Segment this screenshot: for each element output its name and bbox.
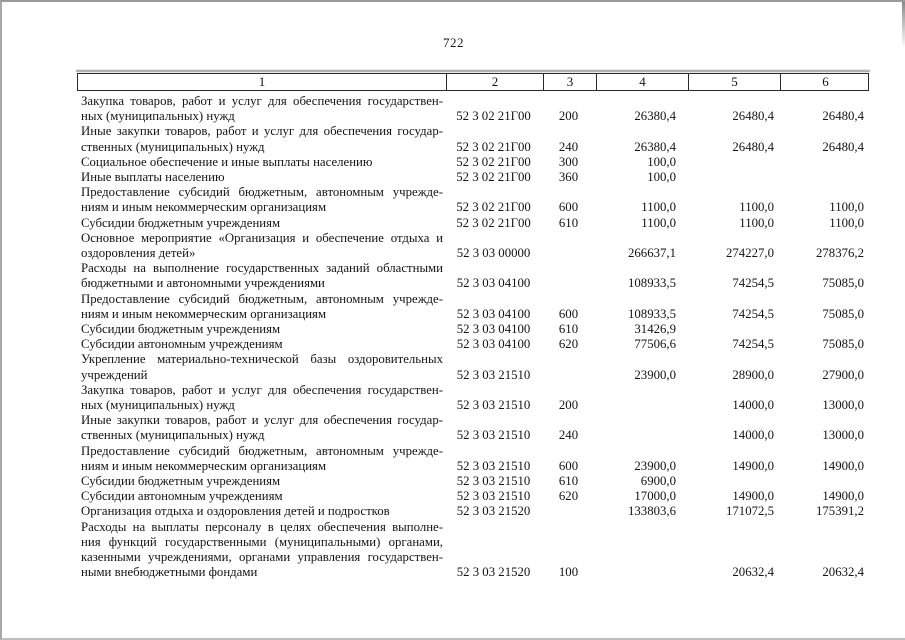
title-line: учреждений bbox=[81, 367, 148, 382]
cell-amount-5 bbox=[687, 170, 779, 185]
cell-title bbox=[77, 170, 445, 185]
cell-code: 52 3 03 04100 bbox=[456, 322, 531, 337]
table-row bbox=[77, 216, 869, 231]
cell-amount-6: 20632,4 bbox=[822, 565, 864, 580]
cell-title bbox=[77, 474, 445, 489]
table-row bbox=[77, 231, 869, 261]
cell-expense-type: 610 bbox=[558, 215, 579, 230]
cell-code: 52 3 02 21Г00 bbox=[456, 200, 531, 215]
cell-amount-5: 1100,0 bbox=[739, 200, 774, 215]
table-row bbox=[77, 322, 869, 337]
table-row bbox=[77, 155, 869, 170]
title-line: Иные закупки товаров, работ и услуг для обеспечения государ- bbox=[81, 124, 443, 139]
cell-amount-6 bbox=[779, 155, 869, 170]
cell-amount-6: 14900,0 bbox=[822, 489, 864, 504]
title-line: ных (муниципальных) нужд bbox=[81, 398, 235, 413]
cell-amount-5: 74254,5 bbox=[732, 337, 774, 352]
title-line: ных (муниципальных) нужд bbox=[81, 109, 235, 124]
cell-code: 52 3 03 04100 bbox=[456, 306, 531, 321]
cell-amount-4 bbox=[595, 413, 687, 443]
table-row bbox=[77, 170, 869, 185]
header-col-3: 3 bbox=[543, 74, 596, 90]
title-line: казенными учреждениями, органами управления государствен- bbox=[81, 550, 443, 565]
cell-code: 52 3 03 00000 bbox=[456, 246, 531, 261]
cell-amount-5: 28900,0 bbox=[732, 367, 774, 382]
title-line: ственных (муниципальных) нужд bbox=[81, 428, 265, 443]
cell-expense-type: 300 bbox=[558, 154, 579, 169]
cell-expense-type: 610 bbox=[558, 322, 579, 337]
title-line: ниям и иным некоммерческим организациям bbox=[81, 306, 327, 321]
cell-title bbox=[77, 155, 445, 170]
header-col-4: 4 bbox=[596, 74, 688, 90]
cell-amount-4: 266637,1 bbox=[628, 246, 676, 261]
title-line: ственных (муниципальных) нужд bbox=[81, 139, 265, 154]
cell-amount-5: 14000,0 bbox=[732, 398, 774, 413]
table-row bbox=[77, 444, 869, 474]
cell-amount-5: 171072,5 bbox=[726, 504, 774, 519]
title-line: ниям и иным некоммерческим организациям bbox=[81, 200, 327, 215]
cell-amount-4: 1100,0 bbox=[641, 215, 676, 230]
cell-amount-5 bbox=[687, 155, 779, 170]
cell-amount-4: 26380,4 bbox=[634, 109, 676, 124]
cell-amount-6: 175391,2 bbox=[816, 504, 864, 519]
cell-amount-4: 100,0 bbox=[647, 154, 676, 169]
table-body bbox=[77, 94, 869, 581]
title-line: ными внебюджетными фондами bbox=[81, 565, 258, 580]
cell-amount-4 bbox=[595, 383, 687, 413]
title-line: Субсидии автономным учреждениям bbox=[81, 489, 283, 504]
cell-title bbox=[77, 383, 445, 413]
cell-expense-type: 360 bbox=[558, 170, 579, 185]
header-col-6: 6 bbox=[780, 74, 870, 90]
header-col-1: 1 bbox=[258, 74, 266, 89]
header-col-5: 5 bbox=[688, 74, 780, 90]
cell-title bbox=[77, 352, 445, 382]
table-row bbox=[77, 124, 869, 154]
cell-title bbox=[77, 337, 445, 352]
cell-amount-6: 27900,0 bbox=[822, 367, 864, 382]
cell-expense-type: 200 bbox=[558, 398, 579, 413]
cell-amount-6: 75085,0 bbox=[822, 337, 864, 352]
cell-code: 52 3 03 21510 bbox=[456, 398, 531, 413]
title-line: Социальное обеспечение и иные выплаты населению bbox=[81, 154, 373, 169]
cell-amount-4: 31426,9 bbox=[634, 322, 676, 337]
cell-amount-4: 100,0 bbox=[647, 170, 676, 185]
cell-expense-type: 610 bbox=[558, 474, 579, 489]
cell-amount-6 bbox=[779, 474, 869, 489]
table-row bbox=[77, 94, 869, 124]
table-row bbox=[77, 337, 869, 352]
cell-expense-type bbox=[542, 504, 595, 519]
cell-amount-5: 20632,4 bbox=[732, 565, 774, 580]
cell-amount-6: 13000,0 bbox=[822, 398, 864, 413]
cell-amount-4: 23900,0 bbox=[634, 458, 676, 473]
cell-expense-type: 600 bbox=[558, 306, 579, 321]
cell-amount-4: 108933,5 bbox=[628, 276, 676, 291]
cell-expense-type: 200 bbox=[558, 109, 579, 124]
cell-title bbox=[77, 124, 445, 154]
cell-amount-4: 133803,6 bbox=[628, 504, 676, 519]
cell-amount-4: 1100,0 bbox=[641, 200, 676, 215]
cell-expense-type bbox=[542, 231, 595, 261]
cell-amount-6: 13000,0 bbox=[822, 428, 864, 443]
cell-amount-6: 26480,4 bbox=[822, 109, 864, 124]
cell-amount-5: 274227,0 bbox=[726, 246, 774, 261]
cell-title bbox=[77, 489, 445, 504]
title-line: Закупка товаров, работ и услуг для обеспечения государствен- bbox=[81, 94, 443, 108]
cell-title bbox=[77, 185, 445, 215]
cell-expense-type bbox=[542, 261, 595, 291]
title-line: Организация отдыха и оздоровления детей и подростков bbox=[81, 504, 390, 519]
page-number: 722 bbox=[443, 35, 464, 50]
table-row bbox=[77, 474, 869, 489]
cell-amount-6 bbox=[779, 322, 869, 337]
table-row bbox=[77, 489, 869, 504]
cell-code: 52 3 03 21510 bbox=[456, 489, 531, 504]
title-line: Иные выплаты населению bbox=[81, 170, 225, 185]
table-row bbox=[77, 292, 869, 322]
cell-expense-type: 600 bbox=[558, 200, 579, 215]
title-line: бюджетными и автономными учреждениями bbox=[81, 276, 325, 291]
cell-code: 52 3 03 04100 bbox=[456, 337, 531, 352]
cell-title bbox=[77, 444, 445, 474]
cell-code: 52 3 03 21510 bbox=[456, 367, 531, 382]
cell-amount-6: 75085,0 bbox=[822, 306, 864, 321]
cell-code: 52 3 02 21Г00 bbox=[456, 154, 531, 169]
title-line: Иные закупки товаров, работ и услуг для обеспечения государ- bbox=[81, 413, 443, 428]
cell-title bbox=[77, 322, 445, 337]
cell-amount-5 bbox=[687, 322, 779, 337]
cell-code: 52 3 02 21Г00 bbox=[456, 139, 531, 154]
table-row bbox=[77, 413, 869, 443]
header-col-2: 2 bbox=[446, 74, 543, 90]
cell-expense-type: 240 bbox=[558, 139, 579, 154]
cell-code: 52 3 03 21510 bbox=[456, 474, 531, 489]
cell-amount-6: 75085,0 bbox=[822, 276, 864, 291]
cell-amount-4: 17000,0 bbox=[634, 489, 676, 504]
cell-amount-5: 26480,4 bbox=[732, 109, 774, 124]
title-line: Субсидии бюджетным учреждениям bbox=[81, 322, 281, 337]
title-line: Укрепление материально-технической базы оздоровительных bbox=[81, 352, 443, 367]
cell-code: 52 3 03 21520 bbox=[456, 504, 531, 519]
title-line: Субсидии автономным учреждениям bbox=[81, 337, 283, 352]
cell-amount-6: 26480,4 bbox=[822, 139, 864, 154]
cell-amount-4: 77506,6 bbox=[634, 337, 676, 352]
cell-amount-4: 108933,5 bbox=[628, 306, 676, 321]
cell-amount-4: 6900,0 bbox=[640, 474, 676, 489]
cell-code: 52 3 02 21Г00 bbox=[456, 215, 531, 230]
cell-code: 52 3 03 04100 bbox=[456, 276, 531, 291]
title-line: Основное мероприятие «Организация и обеспечение отдыха и bbox=[81, 230, 443, 245]
title-line: ния функций государственными (муниципальными) органами, bbox=[81, 534, 443, 549]
table-row bbox=[77, 185, 869, 215]
table-header-row bbox=[77, 73, 869, 91]
table-row bbox=[77, 261, 869, 291]
cell-amount-5: 14900,0 bbox=[732, 489, 774, 504]
cell-title bbox=[77, 413, 445, 443]
cell-code: 52 3 02 21Г00 bbox=[456, 109, 531, 124]
cell-title bbox=[77, 292, 445, 322]
cell-amount-6: 1100,0 bbox=[829, 200, 864, 215]
cell-code: 52 3 03 21510 bbox=[456, 458, 531, 473]
cell-expense-type: 100 bbox=[558, 565, 579, 580]
cell-amount-5: 74254,5 bbox=[732, 276, 774, 291]
table-row bbox=[77, 520, 869, 581]
cell-amount-4: 26380,4 bbox=[634, 139, 676, 154]
cell-title bbox=[77, 231, 445, 261]
title-line: Закупка товаров, работ и услуг для обеспечения государствен- bbox=[81, 382, 443, 397]
title-line: Расходы на выполнение государственных заданий областными bbox=[81, 261, 443, 276]
cell-expense-type: 620 bbox=[558, 337, 579, 352]
title-line: Субсидии бюджетным учреждениям bbox=[81, 215, 281, 230]
cell-code: 52 3 03 21520 bbox=[456, 565, 531, 580]
cell-title bbox=[77, 261, 445, 291]
cell-amount-5: 26480,4 bbox=[732, 139, 774, 154]
title-line: Субсидии бюджетным учреждениям bbox=[81, 474, 281, 489]
cell-amount-6: 14900,0 bbox=[822, 458, 864, 473]
cell-code: 52 3 02 21Г00 bbox=[456, 170, 531, 185]
cell-expense-type bbox=[542, 352, 595, 382]
cell-amount-6: 1100,0 bbox=[829, 215, 864, 230]
cell-amount-5: 1100,0 bbox=[739, 215, 774, 230]
cell-title bbox=[77, 504, 445, 519]
budget-table bbox=[77, 73, 869, 581]
title-line: Расходы на выплаты персоналу в целях обеспечения выполне- bbox=[81, 519, 443, 534]
table-row bbox=[77, 383, 869, 413]
cell-amount-4: 23900,0 bbox=[634, 367, 676, 382]
cell-code: 52 3 03 21510 bbox=[456, 428, 531, 443]
title-line: ниям и иным некоммерческим организациям bbox=[81, 458, 327, 473]
cell-amount-5 bbox=[687, 474, 779, 489]
cell-amount-5: 74254,5 bbox=[732, 306, 774, 321]
cell-expense-type: 240 bbox=[558, 428, 579, 443]
cell-amount-6: 278376,2 bbox=[816, 246, 864, 261]
cell-amount-4 bbox=[595, 520, 687, 581]
title-line: Предоставление субсидий бюджетным, автономным учрежде- bbox=[81, 443, 443, 458]
cell-expense-type: 620 bbox=[558, 489, 579, 504]
cell-title bbox=[77, 94, 445, 124]
title-line: Предоставление субсидий бюджетным, автономным учрежде- bbox=[81, 291, 443, 306]
title-line: оздоровления детей» bbox=[81, 246, 196, 261]
cell-amount-5: 14900,0 bbox=[732, 458, 774, 473]
table-row bbox=[77, 352, 869, 382]
cell-expense-type: 600 bbox=[558, 458, 579, 473]
cell-amount-6 bbox=[779, 170, 869, 185]
cell-title bbox=[77, 520, 445, 581]
title-line: Предоставление субсидий бюджетным, автономным учрежде- bbox=[81, 185, 443, 200]
table-row bbox=[77, 504, 869, 519]
cell-amount-5: 14000,0 bbox=[732, 428, 774, 443]
cell-title bbox=[77, 216, 445, 231]
